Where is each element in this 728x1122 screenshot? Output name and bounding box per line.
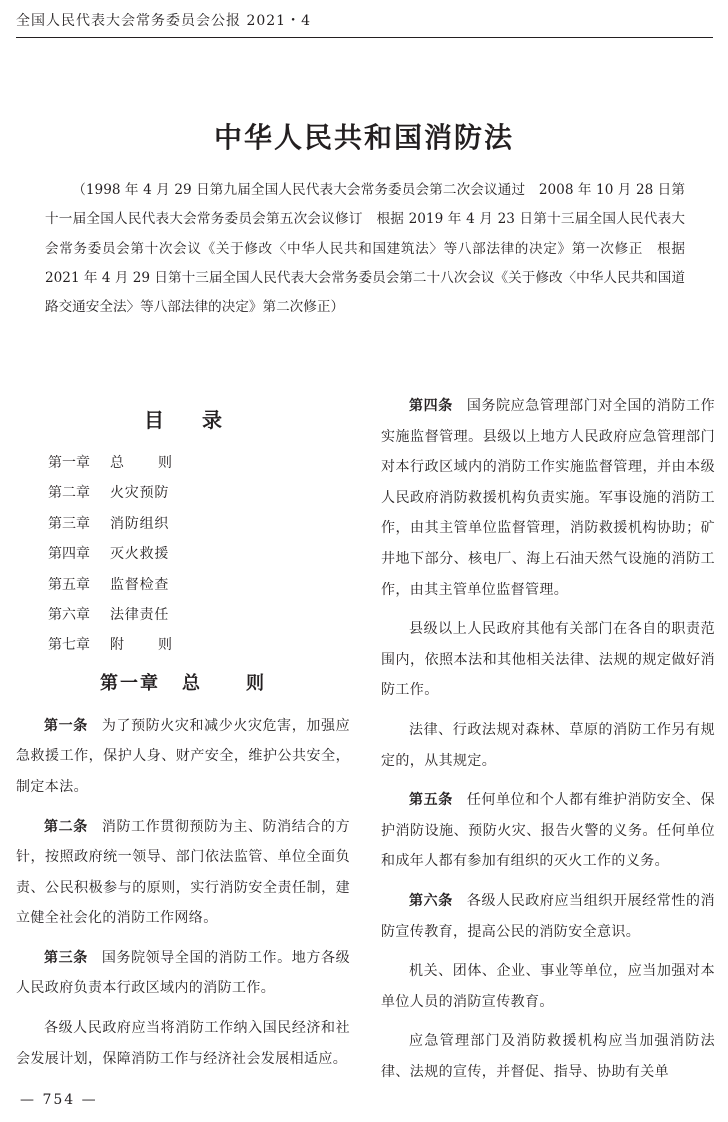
article-paragraph: 第四条 国务院应急管理部门对全国的消防工作实施监督管理。县级以上地方人民政府应急管理部门对本行政区域内的消防工作实施监督管理，并由本级人民政府消防救援机构负责实施。军事设施的消防工作，由其主管单位监督管理，消防救援机构协助；矿井地下部分、核电厂、海上石油天然气设施的消防工作，由其主管单位监督管理。	[381, 398, 715, 598]
toc-item: 第五章 监督检查	[48, 576, 170, 593]
article-paragraph: 应急管理部门及消防救援机构应当加强消防法律、法规的宣传，并督促、指导、协助有关单	[381, 1033, 715, 1080]
toc-item: 第四章 灭火救援	[48, 546, 170, 563]
toc-item: 第二章 火灾预防	[48, 485, 170, 502]
article-paragraph: 第六条 各级人民政府应当组织开展经常性的消防宣传教育，提高公民的消防安全意识。	[381, 892, 715, 940]
right-column	[381, 391, 715, 1096]
legislative-history: （1998 年 4 月 29 日第九届全国人民代表大会常务委员会第二次会议通过 2008 年 10 月 28 日第十一届全国人民代表大会常务委员会第五次会议修订 根据 2019 年 4 月 23 日第十三届全国人民代表大会常务委员会第十次会议《关于修改〈中华人民共和国建筑法〉等八部法律的决定》第一次修正 根据 2021 年 4 月 29 日第十三届全国人民代表大会常务委员会第二十八次会议《关于修改〈中华人民共和国道路交通安全法〉等八部法律的决定》第二次修正）	[45, 182, 685, 316]
article-paragraph: 机关、团体、企业、事业等单位，应当加强对本单位人员的消防宣传教育。	[381, 963, 715, 1010]
article-paragraph: 第三条 国务院领导全国的消防工作。地方各级人民政府负责本行政区域内的消防工作。	[16, 949, 350, 997]
article-paragraph: 各级人民政府应当将消防工作纳入国民经济和社会发展计划，保障消防工作与经济社会发展相适应。	[16, 1020, 350, 1067]
chapter-number: 第一章	[100, 672, 160, 694]
toc-item: 第三章 消防组织	[48, 515, 170, 532]
page-number: — 754 —	[20, 1092, 98, 1108]
article-paragraph: 第五条 任何单位和个人都有维护消防安全、保护消防设施、预防火灾、报告火警的义务。任何单位和成年人都有参加有组织的灭火工作的义务。	[381, 792, 715, 870]
toc-item: 第七章 附则	[48, 637, 206, 654]
law-title: 中华人民共和国消防法	[213, 121, 514, 154]
article-paragraph: 第二条 消防工作贯彻预防为主、防消结合的方针，按照政府统一领导、部门依法监管、单位全面负责、公民积极参与的原则，实行消防安全责任制，建立健全社会化的消防工作网络。	[16, 818, 350, 927]
table-of-contents	[16, 448, 350, 661]
article-paragraph: 法律、行政法规对森林、草原的消防工作另有规定的，从其规定。	[381, 721, 715, 769]
toc-item: 第一章 总则	[48, 455, 206, 471]
toc-item: 第六章 法律责任	[48, 606, 170, 623]
article-paragraph: 县级以上人民政府其他有关部门在各自的职责范围内，依照本法和其他相关法律、法规的规定做好消防工作。	[381, 621, 715, 699]
article-paragraph: 第一条 为了预防火灾和减少火灾危害，加强应急救援工作，保护人身、财产安全，维护公共安全，制定本法。	[16, 717, 350, 795]
chapter-heading	[16, 669, 350, 699]
chapter-title-part: 总	[182, 672, 202, 694]
toc-title: 目录	[144, 408, 260, 432]
journal-header: 全国人民代表大会常务委员会公报 2021・4	[16, 13, 311, 29]
left-column	[16, 400, 350, 1083]
header-rule	[16, 37, 713, 38]
chapter-title-part: 则	[246, 672, 266, 694]
